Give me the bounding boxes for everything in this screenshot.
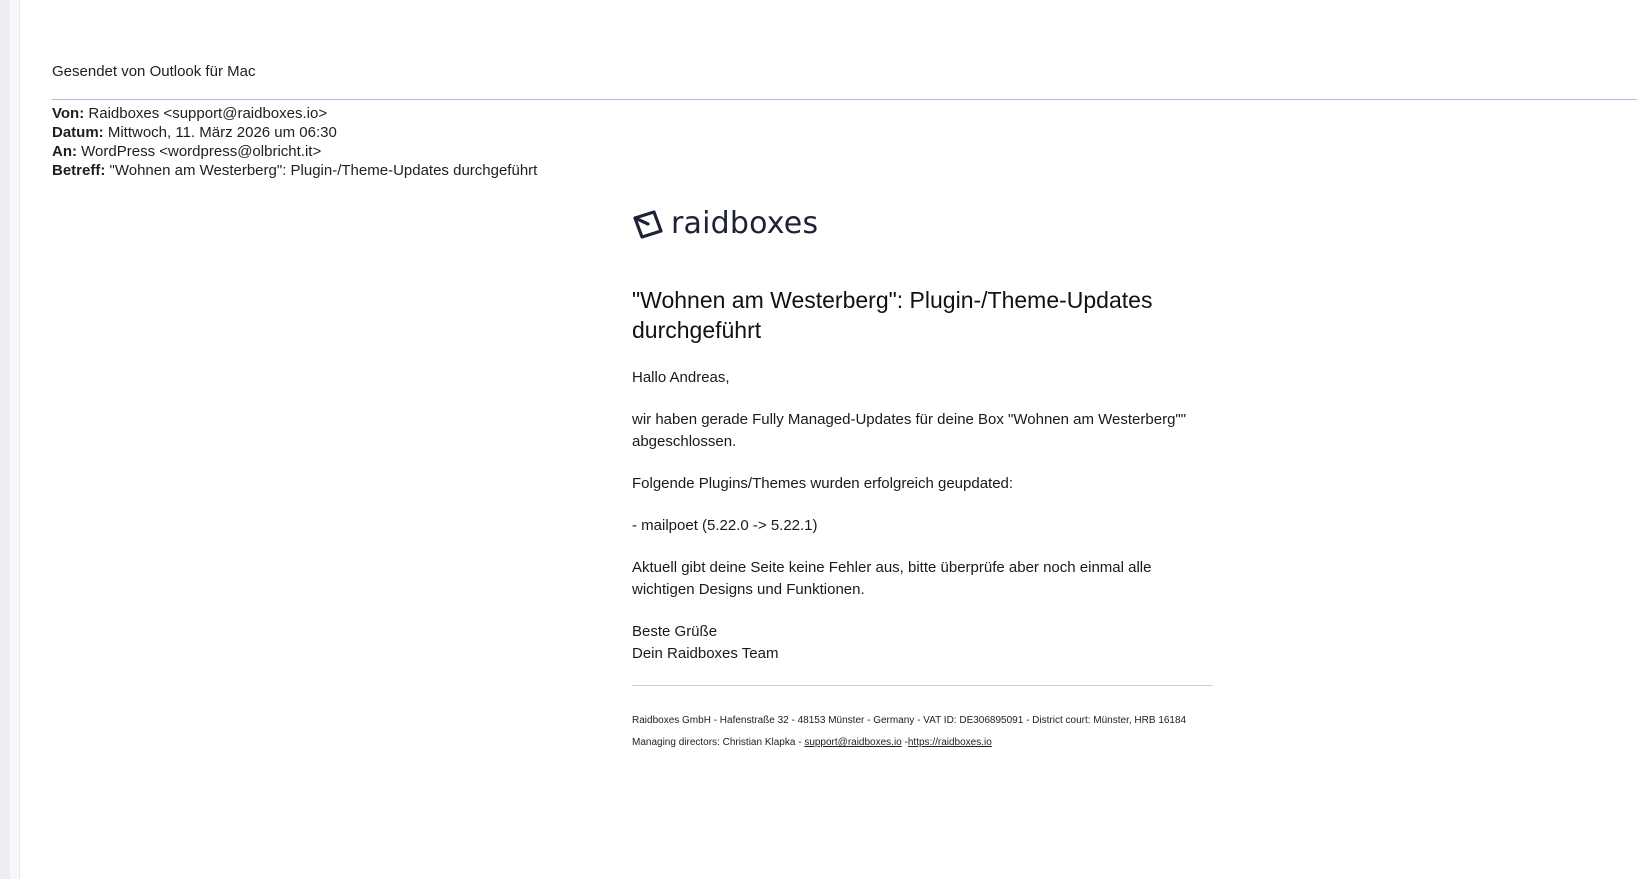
footer-company-line: Raidboxes GmbH - Hafenstraße 32 - 48153 Münster - Germany - VAT ID: DE306895091 - District court: Münster, HRB 16184	[632, 715, 1187, 726]
support-email-link[interactable]: support@raidboxes.io	[804, 737, 902, 748]
legal-footer	[632, 710, 1213, 754]
to-label: An:	[52, 143, 77, 160]
subject-label: Betreff:	[52, 162, 106, 179]
to-value: WordPress <wordpress@olbricht.it>	[81, 143, 322, 160]
signoff	[632, 621, 1213, 665]
from-value: Raidboxes <support@raidboxes.io>	[88, 105, 328, 122]
list-intro: Folgende Plugins/Themes wurden erfolgreich geupdated:	[632, 475, 1014, 492]
team-signature: Dein Raidboxes Team	[632, 645, 779, 662]
email-body	[632, 206, 1213, 754]
footer-directors-line	[632, 732, 1213, 754]
closing: Beste Grüße	[632, 623, 718, 640]
email-title: "Wohnen am Westerberg": Plugin-/Theme-Updates durchgeführt	[632, 287, 1153, 343]
intro-paragraph: wir haben gerade Fully Managed-Updates für deine Box "Wohnen am Westerberg"" abgeschlossen.	[632, 411, 1187, 450]
date-value: Mittwoch, 11. März 2026 um 06:30	[107, 124, 337, 141]
header-divider	[52, 99, 1637, 100]
footer-divider	[632, 685, 1213, 686]
raidboxes-logo-icon	[632, 209, 664, 239]
status-paragraph: Aktuell gibt deine Seite keine Fehler aus, bitte überprüfe aber noch einmal alle wichtigen Designs und Funktionen.	[632, 559, 1152, 598]
subject-value: "Wohnen am Westerberg": Plugin-/Theme-Updates durchgeführt	[109, 162, 538, 179]
forwarded-headers	[52, 104, 537, 180]
footer-separator: -	[901, 737, 908, 748]
sent-from-signature: Gesendet von Outlook für Mac	[52, 63, 256, 80]
raidboxes-logo	[632, 206, 1213, 242]
header-from	[52, 104, 537, 123]
left-rail	[0, 0, 10, 879]
update-item: - mailpoet (5.22.0 -> 5.22.1)	[632, 517, 818, 534]
header-subject	[52, 161, 537, 180]
header-to	[52, 142, 537, 161]
from-label: Von:	[52, 105, 85, 122]
brand-name: raidboxes	[671, 206, 819, 241]
left-rail-border	[10, 0, 20, 879]
header-date	[52, 123, 537, 142]
greeting: Hallo Andreas,	[632, 369, 730, 386]
footer-directors-text: Managing directors: Christian Klapka -	[632, 737, 805, 748]
website-link[interactable]: https://raidboxes.io	[907, 737, 992, 748]
date-label: Datum:	[52, 124, 104, 141]
